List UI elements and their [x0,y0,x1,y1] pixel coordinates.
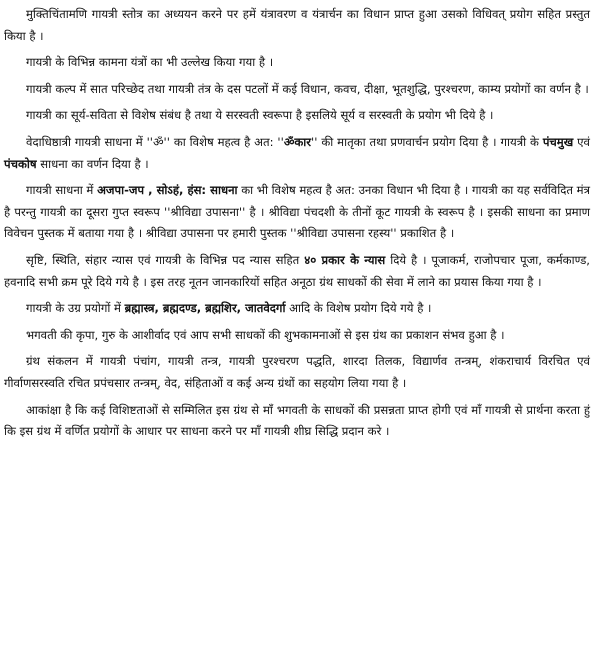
text-segment: आकांक्षा है कि कई विशिष्टताओं से सम्मिलित इस ग्रंथ से माँ भगवती के साधकों की प्रसन्नता प्राप्त होगी एवं माँ गायत्री से प्रार्थना करता हुं कि इस ग्रंथ में वर्णित प्रयोगों के आधार पर साधना करने पर माँ गायत्री शीघ्र सिद्धि प्रदान करे । [4,402,590,439]
body-text [4,4,590,443]
text-segment: साधना का वर्णन दिया है । [36,156,149,171]
bold-text: ब्रह्मास्त्र, ब्रह्मदण्ड, ब्रह्मशिर, जातवेदर्गा [124,301,286,316]
bold-text: पंचमुख [542,134,574,149]
bold-text: पंचकोष [4,156,37,171]
text-segment: का भी विशेष महत्व है अत: उनका विधान भी दिया है । गायत्री का यह सर्वविदित मंत्र है परन्तु गायत्री का दूसरा गुप्त स्वरूप ''श्रीविद्या उपासना'' है । श्रीविद्या पंचदशी के तीनों कूट गायत्री के स्वरूप है । इसकी साधना का प्रमाण विवेचन पुस्तक में बताया गया है । श्रीविद्या उपासना पर हमारी पुस्तक ''श्रीविद्या उपासना रहस्य'' प्रकाशित है । [4,183,591,241]
paragraph [4,105,590,127]
bold-text: ॐकार [283,134,312,149]
text-segment: गायत्री का सूर्य-सविता से विशेष संबंध है तथा ये सरस्वती स्वरूपा है इसलिये सूर्य व सरस्वती के प्रयोग भी दिये है । [26,108,494,123]
text-segment: वेदाधिष्ठात्री गायत्री साधना में ''ॐ'' का विशेष महत्व है अत: '' [26,134,284,149]
text-segment: ग्रंथ संकलन में गायत्री पंचांग, गायत्री तन्त्र, गायत्री पुरश्चरण पद्धति, शारदा तिलक, विद्यार्णव तन्त्रम्, शंकराचार्य विरचित एवं गीर्वाणसरस्वति रचित प्रपंचसार तन्त्रम्, वेद, संहिताओं व कई अन्य ग्रंथों का सहयोग लिया गया है । [4,354,590,390]
text-segment: आदि के विशेष प्रयोग दिये गये है । [285,301,432,316]
paragraph [4,250,590,293]
bold-text: ४० प्रकार के न्यास [304,252,386,267]
text-segment: गायत्री साधना में [26,183,98,198]
text-segment: दिये है । पूजाकर्म, राजोपचार पूजा, कर्मकाण्ड, हवनादि सभी क्रम पूरे दिये गये है । इस तरह नूतन जानकारियों सहित अनूठा ग्रंथ साधकों की सेवा में लाने का प्रयास किया गया है । [4,252,590,289]
paragraph [4,325,590,347]
bold-text: अजपा-जप , सोऽहं, हंस: साधना [97,183,238,198]
paragraph [4,4,590,47]
paragraph [4,298,590,320]
text-segment: भगवती की कृपा, गुरु के आशीर्वाद एवं आप सभी साधकों की शुभकामनाओं से इस ग्रंथ का प्रकाशन संभव हुआ है । [26,327,505,342]
text-segment: गायत्री के विभिन्न कामना यंत्रों का भी उल्लेख किया गया है । [26,55,274,70]
text-segment: सृष्टि, स्थिति, संहार न्यास एवं गायत्री के विभिन्न पद न्यास सहित [26,252,305,267]
paragraph [4,52,590,74]
paragraph [4,132,590,175]
paragraph [4,400,590,443]
paragraph [4,180,590,245]
text-segment: एवं [573,134,590,149]
text-segment: गायत्री कल्प में सात परिच्छेद तथा गायत्री तंत्र के दस पटलों में कई विधान, कवच, दीक्षा, भूतशुद्धि, पुरश्चरण, काम्य प्रयोगों का वर्णन है । [26,81,589,96]
text-segment: मुक्तिचिंतामणि गायत्री स्तोत्र का अध्ययन करने पर हमें यंत्रावरण व यंत्रार्चन का विधान प्राप्त हुआ उसको विधिवत् प्रयोग सहित प्रस्तुत किया है । [4,7,590,43]
paragraph [4,351,590,394]
text-segment: गायत्री के उग्र प्रयोगों में [26,301,125,316]
paragraph [4,79,590,101]
text-segment: '' की मातृका तथा प्रणवार्चन प्रयोग दिया है । गायत्री के [311,134,543,149]
